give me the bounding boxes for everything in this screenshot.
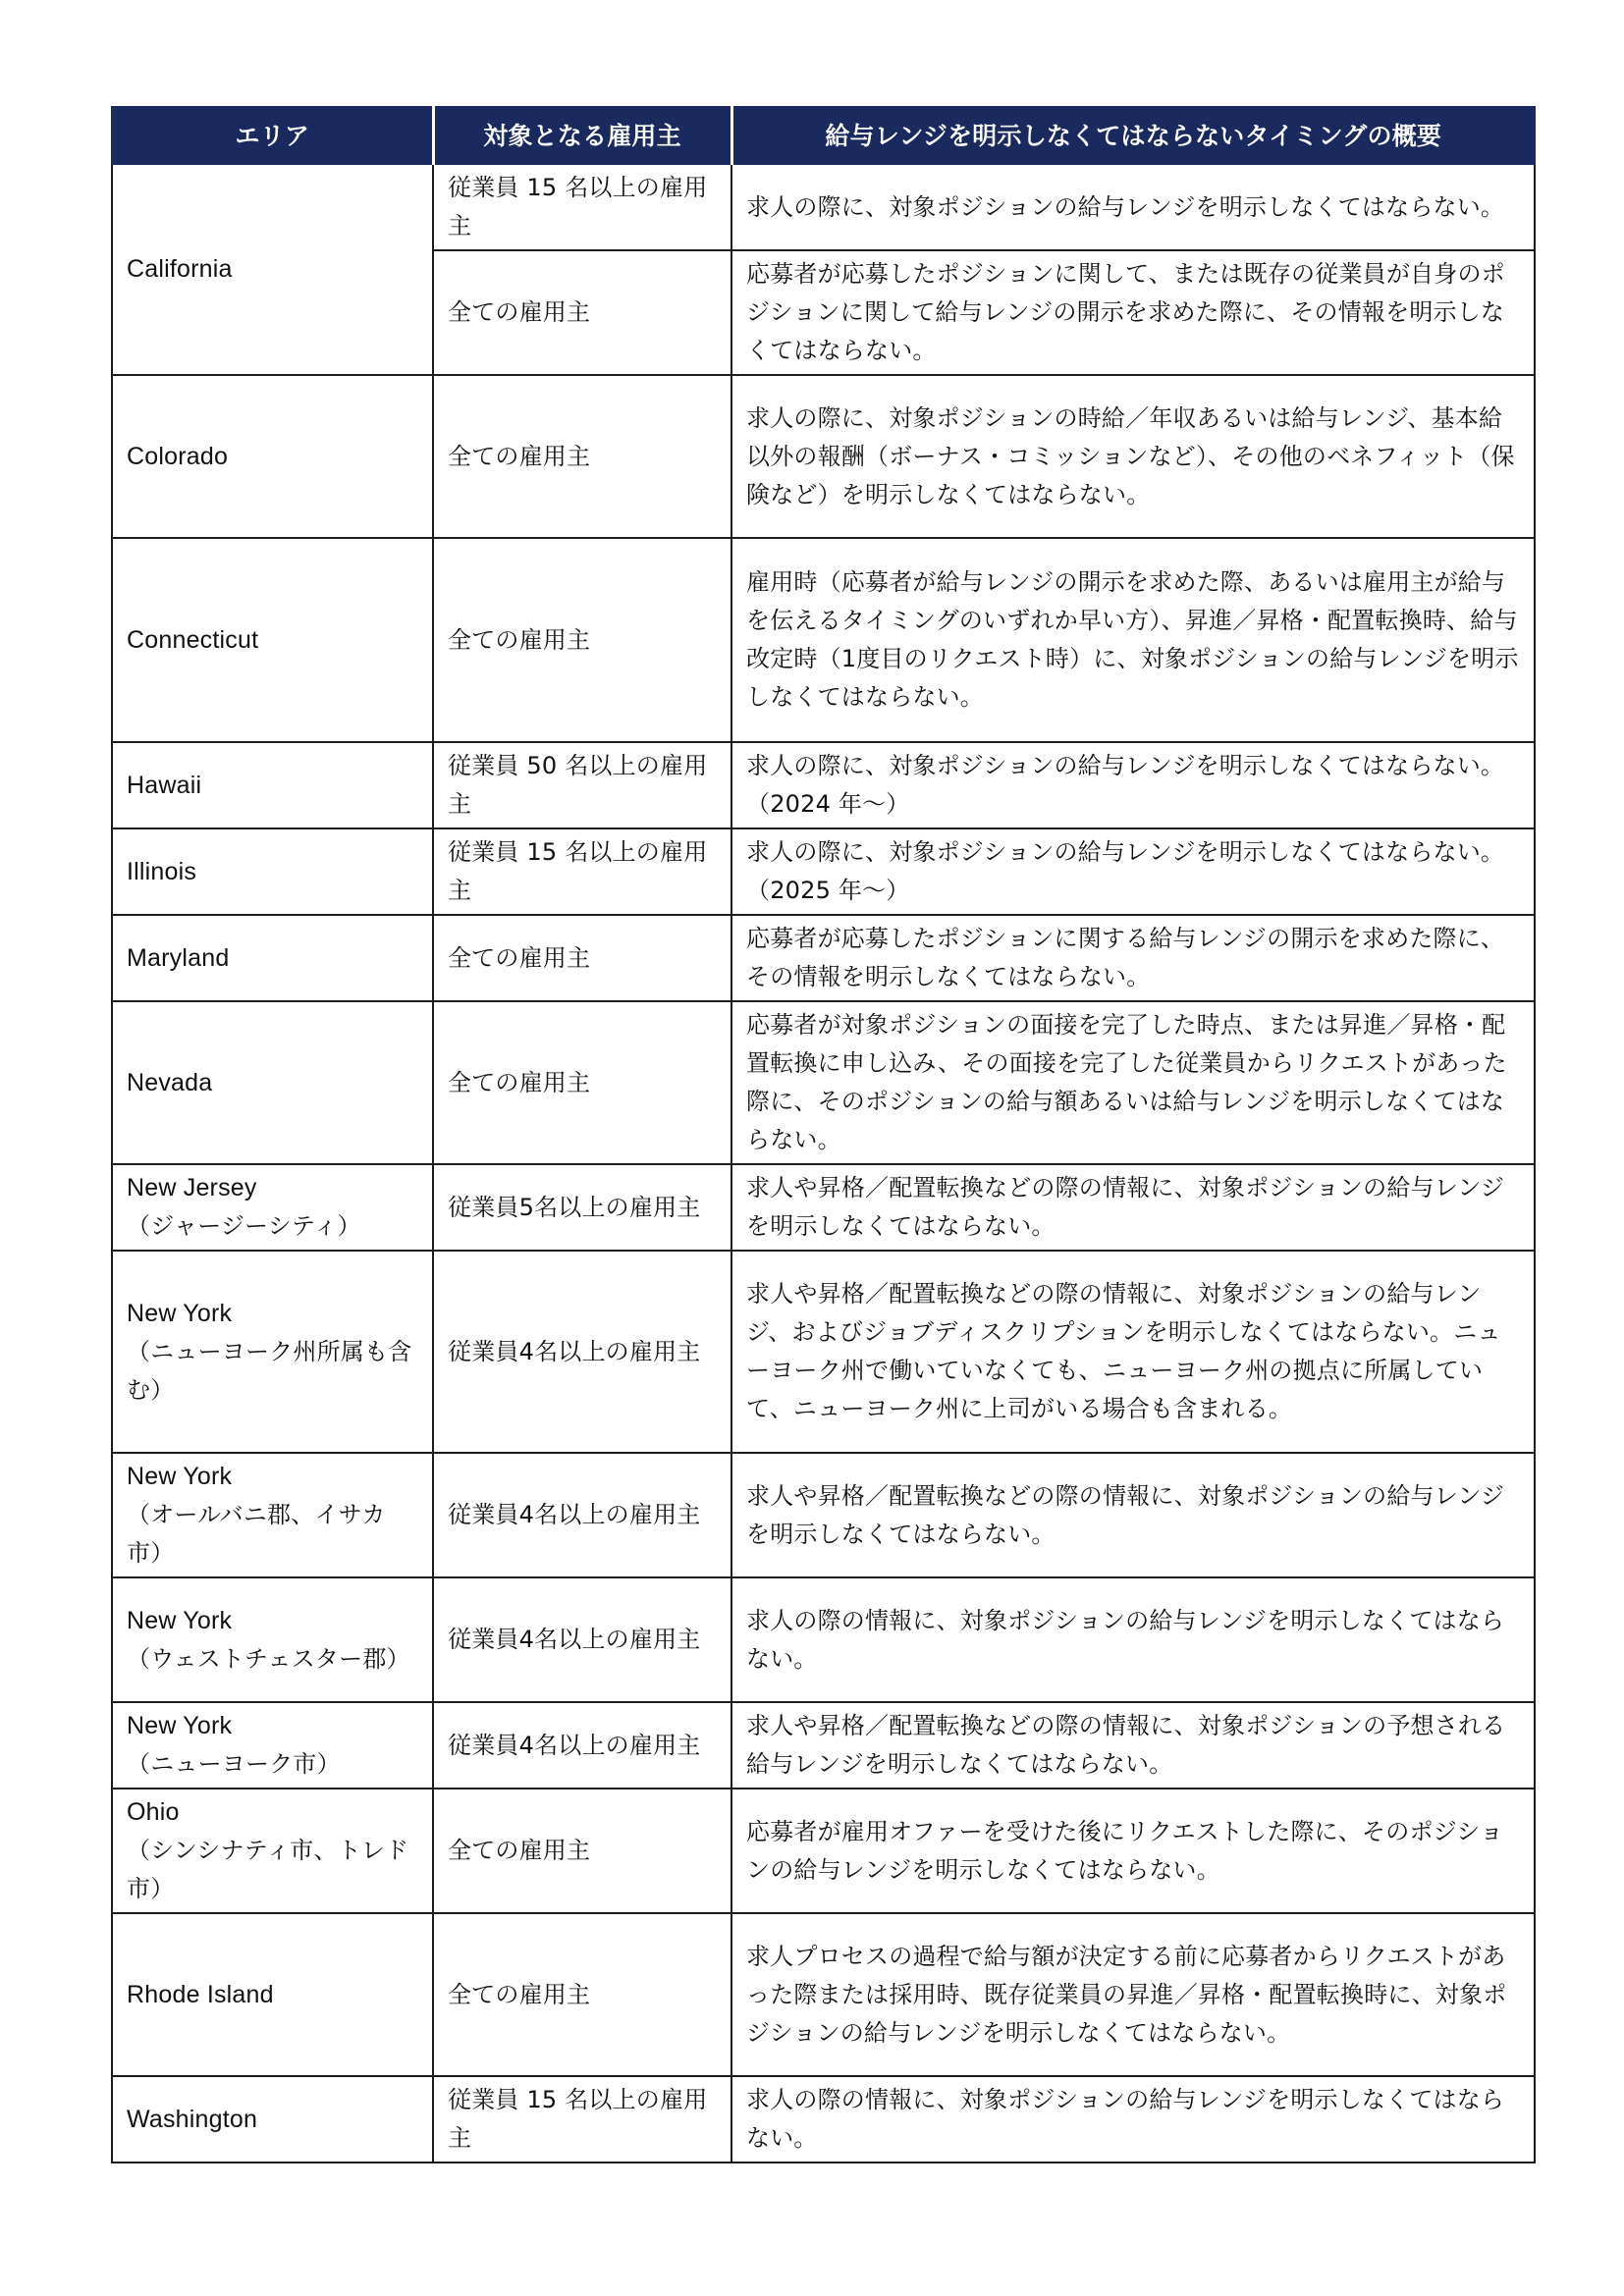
timing-cell: 雇用時（応募者が給与レンジの開示を求めた際、あるいは雇用主が給与を伝えるタイミングのいずれか早い方）、昇進／昇格・配置転換時、給与改定時（1度目のリクエスト時）に、対象ポジションの給与レンジを明示しなくてはならない。 <box>731 538 1535 742</box>
table-header-row <box>112 107 1535 164</box>
pay-transparency-table <box>111 106 1536 2163</box>
area-subregion: （オールバニ郡、イサカ市） <box>127 1501 386 1567</box>
employer-cell: 従業員 15 名以上の雇用主 <box>433 828 731 915</box>
employer-cell: 従業員4名以上の雇用主 <box>433 1453 731 1577</box>
employer-cell: 従業員 50 名以上の雇用主 <box>433 742 731 828</box>
area-name: Maryland <box>127 943 230 972</box>
employer-cell: 全ての雇用主 <box>433 915 731 1001</box>
header-area: エリア <box>112 107 433 164</box>
table-row <box>112 742 1535 828</box>
table-row <box>112 828 1535 915</box>
timing-cell: 求人の際の情報に、対象ポジションの給与レンジを明示しなくてはならない。 <box>731 2076 1535 2163</box>
area-subregion: （ウェストチェスター郡） <box>127 1644 410 1673</box>
area-name: Colorado <box>127 442 229 470</box>
employer-cell: 従業員4名以上の雇用主 <box>433 1577 731 1702</box>
timing-cell: 応募者が対象ポジションの面接を完了した時点、または昇進／昇格・配置転換に申し込み、その面接を完了した従業員からリクエストがあった際に、そのポジションの給与額あるいは給与レンジを明示しなくてはならない。 <box>731 1001 1535 1164</box>
timing-cell: 求人の際の情報に、対象ポジションの給与レンジを明示しなくてはならない。 <box>731 1577 1535 1702</box>
area-name: Rhode Island <box>127 1980 274 2008</box>
table-row <box>112 1164 1535 1251</box>
employer-cell: 従業員5名以上の雇用主 <box>433 1164 731 1251</box>
area-subregion: （ジャージーシティ） <box>127 1212 361 1240</box>
area-name: New York <box>127 1463 233 1490</box>
area-name: Illinois <box>127 857 197 885</box>
timing-cell: 応募者が応募したポジションに関して、または既存の従業員が自身のポジションに関して給与レンジの開示を求めた際に、その情報を明示しなくてはならない。 <box>731 250 1535 375</box>
employer-cell: 全ての雇用主 <box>433 1789 731 1913</box>
table-row <box>112 1577 1535 1702</box>
table-row <box>112 915 1535 1001</box>
area-subregion: （ニューヨーク市） <box>127 1750 341 1778</box>
table-row <box>112 2076 1535 2163</box>
table-row <box>112 1001 1535 1164</box>
table-row <box>112 538 1535 742</box>
header-employer: 対象となる雇用主 <box>433 107 731 164</box>
table-row <box>112 164 1535 250</box>
employer-cell: 全ての雇用主 <box>433 250 731 375</box>
table-row <box>112 1251 1535 1453</box>
timing-cell: 求人や昇格／配置転換などの際の情報に、対象ポジションの給与レンジを明示しなくてはならない。 <box>731 1453 1535 1577</box>
table-row <box>112 1789 1535 1913</box>
area-subregion: （ニューヨーク州所属も含む） <box>127 1337 412 1404</box>
employer-cell: 全ての雇用主 <box>433 1001 731 1164</box>
area-name: New Jersey <box>127 1174 257 1201</box>
area-name: California <box>127 255 233 283</box>
header-timing: 給与レンジを明示しなくてはならないタイミングの概要 <box>731 107 1535 164</box>
timing-cell: 求人の際に、対象ポジションの時給／年収あるいは給与レンジ、基本給以外の報酬（ボーナス・コミッションなど）、その他のベネフィット（保険など）を明示しなくてはならない。 <box>731 375 1535 538</box>
employer-cell: 従業員4名以上の雇用主 <box>433 1702 731 1789</box>
area-subregion: （シンシナティ市、トレド市） <box>127 1837 409 1902</box>
employer-cell: 従業員 15 名以上の雇用主 <box>433 2076 731 2163</box>
timing-cell: 求人や昇格／配置転換などの際の情報に、対象ポジションの給与レンジ、およびジョブディスクリプションを明示しなくてはならない。ニューヨーク州で働いていなくても、ニューヨーク州の拠点に所属していて、ニューヨーク州に上司がいる場合も含まれる。 <box>731 1251 1535 1453</box>
timing-cell: 求人や昇格／配置転換などの際の情報に、対象ポジションの予想される給与レンジを明示しなくてはならない。 <box>731 1702 1535 1789</box>
employer-cell: 全ての雇用主 <box>433 1913 731 2076</box>
area-name: New York <box>127 1712 233 1739</box>
employer-cell: 全ての雇用主 <box>433 538 731 742</box>
area-name: Hawaii <box>127 771 202 799</box>
table-row <box>112 1913 1535 2076</box>
timing-cell: 求人や昇格／配置転換などの際の情報に、対象ポジションの給与レンジを明示しなくてはならない。 <box>731 1164 1535 1251</box>
timing-cell: 応募者が雇用オファーを受けた後にリクエストした際に、そのポジションの給与レンジを明示しなくてはならない。 <box>731 1789 1535 1913</box>
timing-cell: 応募者が応募したポジションに関する給与レンジの開示を求めた際に、その情報を明示しなくてはならない。 <box>731 915 1535 1001</box>
timing-cell: 求人の際に、対象ポジションの給与レンジを明示しなくてはならない。（2024 年～） <box>731 742 1535 828</box>
timing-cell: 求人プロセスの過程で給与額が決定する前に応募者からリクエストがあった際または採用時、既存従業員の昇進／昇格・配置転換時に、対象ポジションの給与レンジを明示しなくてはならない。 <box>731 1913 1535 2076</box>
area-name: Ohio <box>127 1798 180 1826</box>
area-name: New York <box>127 1606 233 1634</box>
timing-cell: 求人の際に、対象ポジションの給与レンジを明示しなくてはならない。（2025 年～） <box>731 828 1535 915</box>
timing-cell: 求人の際に、対象ポジションの給与レンジを明示しなくてはならない。 <box>731 164 1535 250</box>
employer-cell: 従業員4名以上の雇用主 <box>433 1251 731 1453</box>
area-name: New York <box>127 1299 233 1327</box>
area-name: Connecticut <box>127 625 259 654</box>
table-row <box>112 375 1535 538</box>
employer-cell: 全ての雇用主 <box>433 375 731 538</box>
table-row <box>112 1453 1535 1577</box>
area-name: Washington <box>127 2105 258 2133</box>
table-row <box>112 1702 1535 1789</box>
employer-cell: 従業員 15 名以上の雇用主 <box>433 164 731 250</box>
area-name: Nevada <box>127 1068 213 1096</box>
